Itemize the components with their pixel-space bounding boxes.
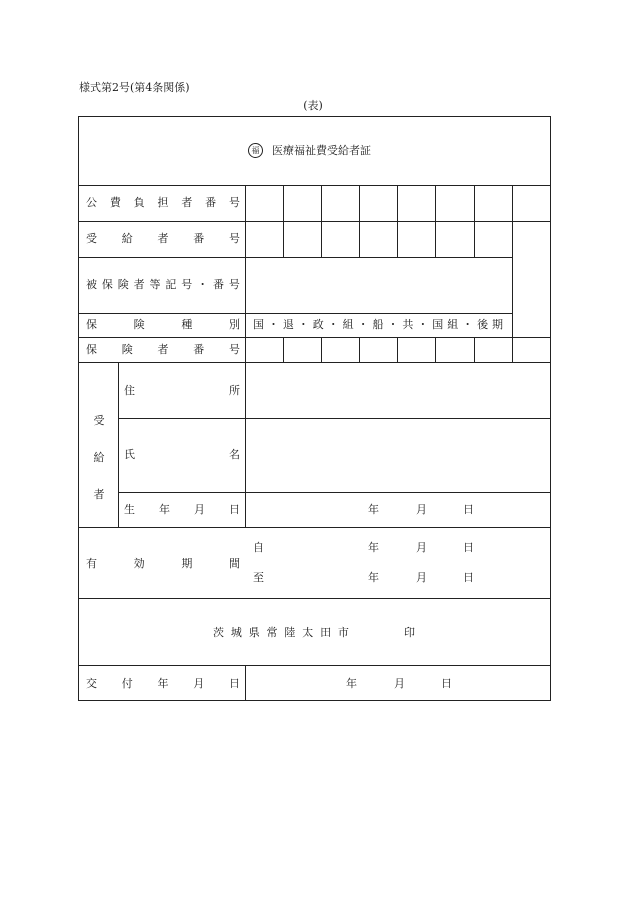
rule — [78, 337, 550, 338]
label-char: 市 — [337, 626, 349, 639]
label-char: 者 — [181, 196, 193, 209]
label-char: 県 — [248, 626, 260, 639]
label-char: 有 — [86, 557, 97, 570]
digit-cell-line — [283, 221, 284, 257]
digit-cell-line — [359, 185, 360, 221]
rule — [118, 492, 550, 493]
digit-cell-line — [435, 221, 436, 257]
digit-cell-line — [397, 221, 398, 257]
label-char: 田 — [320, 626, 332, 639]
birth-month-unit: 月 — [416, 503, 427, 516]
label-char: 月 — [194, 503, 205, 516]
label-char: 氏 — [124, 448, 135, 461]
label-char: 受 — [86, 232, 97, 245]
seal-mark: 印 — [404, 626, 415, 639]
rule — [512, 221, 513, 338]
label-char: ・ — [387, 318, 399, 331]
validity-from-label: 自 — [253, 541, 264, 554]
digit-cell-line — [397, 185, 398, 221]
digit-cell-line — [321, 337, 322, 362]
label-char: 常 — [266, 626, 278, 639]
label-char: 負 — [133, 196, 145, 209]
insured-symbol-number-label — [86, 278, 240, 292]
issue-date-label — [86, 677, 240, 691]
label-char: 交 — [86, 677, 97, 690]
label-char: 茨 — [213, 626, 224, 639]
digit-cell-line — [397, 337, 398, 362]
rule — [245, 185, 246, 528]
birth-year-unit: 年 — [368, 503, 379, 516]
address-label — [124, 384, 240, 398]
label-char: 号 — [181, 278, 193, 291]
name-label — [124, 448, 240, 462]
label-char: 担 — [157, 196, 169, 209]
label-char: 給 — [121, 232, 133, 245]
digit-cell-line — [321, 221, 322, 257]
label-char: 等 — [149, 278, 161, 291]
label-char: 被 — [86, 278, 97, 291]
label-char: ・ — [297, 318, 309, 331]
birthdate-label — [124, 503, 240, 517]
rule — [78, 221, 550, 222]
rule — [78, 527, 550, 528]
validity-period-label — [86, 557, 240, 571]
insurance-type-label — [86, 318, 240, 332]
label-char: 記 — [165, 278, 177, 291]
label-char: 船 — [372, 318, 384, 331]
label-char: 番 — [205, 196, 217, 209]
digit-cell-line — [435, 185, 436, 221]
label-char: 太 — [302, 626, 314, 639]
welfare-mark-icon: 福 — [248, 143, 263, 158]
label-char: ・ — [357, 318, 369, 331]
label-char: 城 — [230, 626, 242, 639]
label-char: 共 — [402, 318, 414, 331]
issue-month-unit: 月 — [394, 677, 405, 690]
label-char: 号 — [228, 278, 240, 291]
digit-cell-line — [359, 221, 360, 257]
label-char: 号 — [229, 232, 240, 245]
issue-year-unit: 年 — [346, 677, 357, 690]
to-year-unit: 年 — [368, 571, 379, 584]
issue-day-unit: 日 — [441, 677, 452, 690]
digit-cell-line — [283, 185, 284, 221]
label-char: ・ — [417, 318, 429, 331]
insurance-type-options — [253, 318, 503, 332]
label-char: 険 — [133, 318, 145, 331]
digit-cell-line — [512, 337, 513, 362]
label-char: 者 — [133, 278, 145, 291]
label-char: 組 — [447, 318, 459, 331]
from-day-unit: 日 — [463, 541, 474, 554]
label-char: 保 — [86, 318, 97, 331]
from-year-unit: 年 — [368, 541, 379, 554]
label-char: 番 — [193, 343, 205, 356]
label-char: 者 — [157, 343, 169, 356]
label-char: 者 — [157, 232, 169, 245]
insurer-number-label — [86, 343, 240, 357]
label-char: 険 — [121, 343, 133, 356]
digit-cell-line — [474, 221, 475, 257]
digit-cell-line — [359, 337, 360, 362]
form-number: 様式第2号(第4条関係) — [79, 81, 190, 94]
label-char: ・ — [267, 318, 279, 331]
digit-cell-line — [474, 185, 475, 221]
to-day-unit: 日 — [463, 571, 474, 584]
label-char: 退 — [282, 318, 294, 331]
public-payer-number-label — [86, 196, 240, 210]
label-char: 生 — [124, 503, 135, 516]
label-char: 期 — [181, 557, 193, 570]
border-left — [78, 116, 79, 701]
rule — [78, 257, 512, 258]
label-char: 国 — [432, 318, 444, 331]
label-char: 間 — [228, 557, 240, 570]
label-char: 公 — [86, 196, 97, 209]
label-char: 険 — [117, 278, 129, 291]
label-char: 号 — [229, 343, 240, 356]
label-char: 付 — [121, 677, 133, 690]
label-char: 組 — [342, 318, 354, 331]
digit-cell-line — [283, 337, 284, 362]
label-char: 日 — [229, 503, 240, 516]
digit-cell-line — [435, 337, 436, 362]
label-char: ・ — [462, 318, 474, 331]
label-char: 後 — [477, 318, 489, 331]
recipient-group-label: 受給者 — [93, 414, 105, 501]
label-char: 月 — [193, 677, 205, 690]
rule — [118, 418, 550, 419]
label-char: 種 — [181, 318, 193, 331]
label-char: 別 — [228, 318, 240, 331]
label-char: 費 — [109, 196, 121, 209]
digit-cell-line — [512, 185, 513, 221]
rule — [78, 362, 550, 363]
label-char: 号 — [228, 196, 240, 209]
birth-day-unit: 日 — [463, 503, 474, 516]
form-side-label: (表) — [303, 99, 323, 112]
label-char: 番 — [193, 232, 205, 245]
rule — [78, 313, 512, 314]
label-char: 年 — [159, 503, 170, 516]
label-char: 番 — [213, 278, 224, 291]
border-top — [78, 116, 550, 117]
rule — [118, 362, 119, 528]
validity-to-label: 至 — [253, 571, 264, 584]
certificate-title: 医療福祉費受給者証 — [272, 144, 371, 157]
from-month-unit: 月 — [416, 541, 427, 554]
recipient-number-label — [86, 232, 240, 246]
border-right — [550, 116, 551, 701]
issuer-name — [213, 626, 349, 640]
label-char: 名 — [229, 448, 240, 461]
digit-cell-line — [321, 185, 322, 221]
label-char: 期 — [492, 318, 503, 331]
label-char: 陸 — [284, 626, 296, 639]
rule — [78, 665, 550, 666]
label-char: 住 — [124, 384, 135, 397]
rule — [245, 665, 246, 701]
label-char: ・ — [197, 278, 209, 291]
label-char: 政 — [312, 318, 324, 331]
label-char: ・ — [327, 318, 339, 331]
label-char: 日 — [229, 677, 240, 690]
digit-cell-line — [474, 337, 475, 362]
rule — [78, 185, 550, 186]
border-bottom — [78, 700, 551, 701]
label-char: 所 — [229, 384, 240, 397]
label-char: 保 — [101, 278, 113, 291]
to-month-unit: 月 — [416, 571, 427, 584]
label-char: 保 — [86, 343, 97, 356]
label-char: 国 — [253, 318, 264, 331]
rule — [78, 598, 550, 599]
label-char: 年 — [157, 677, 169, 690]
label-char: 効 — [133, 557, 145, 570]
